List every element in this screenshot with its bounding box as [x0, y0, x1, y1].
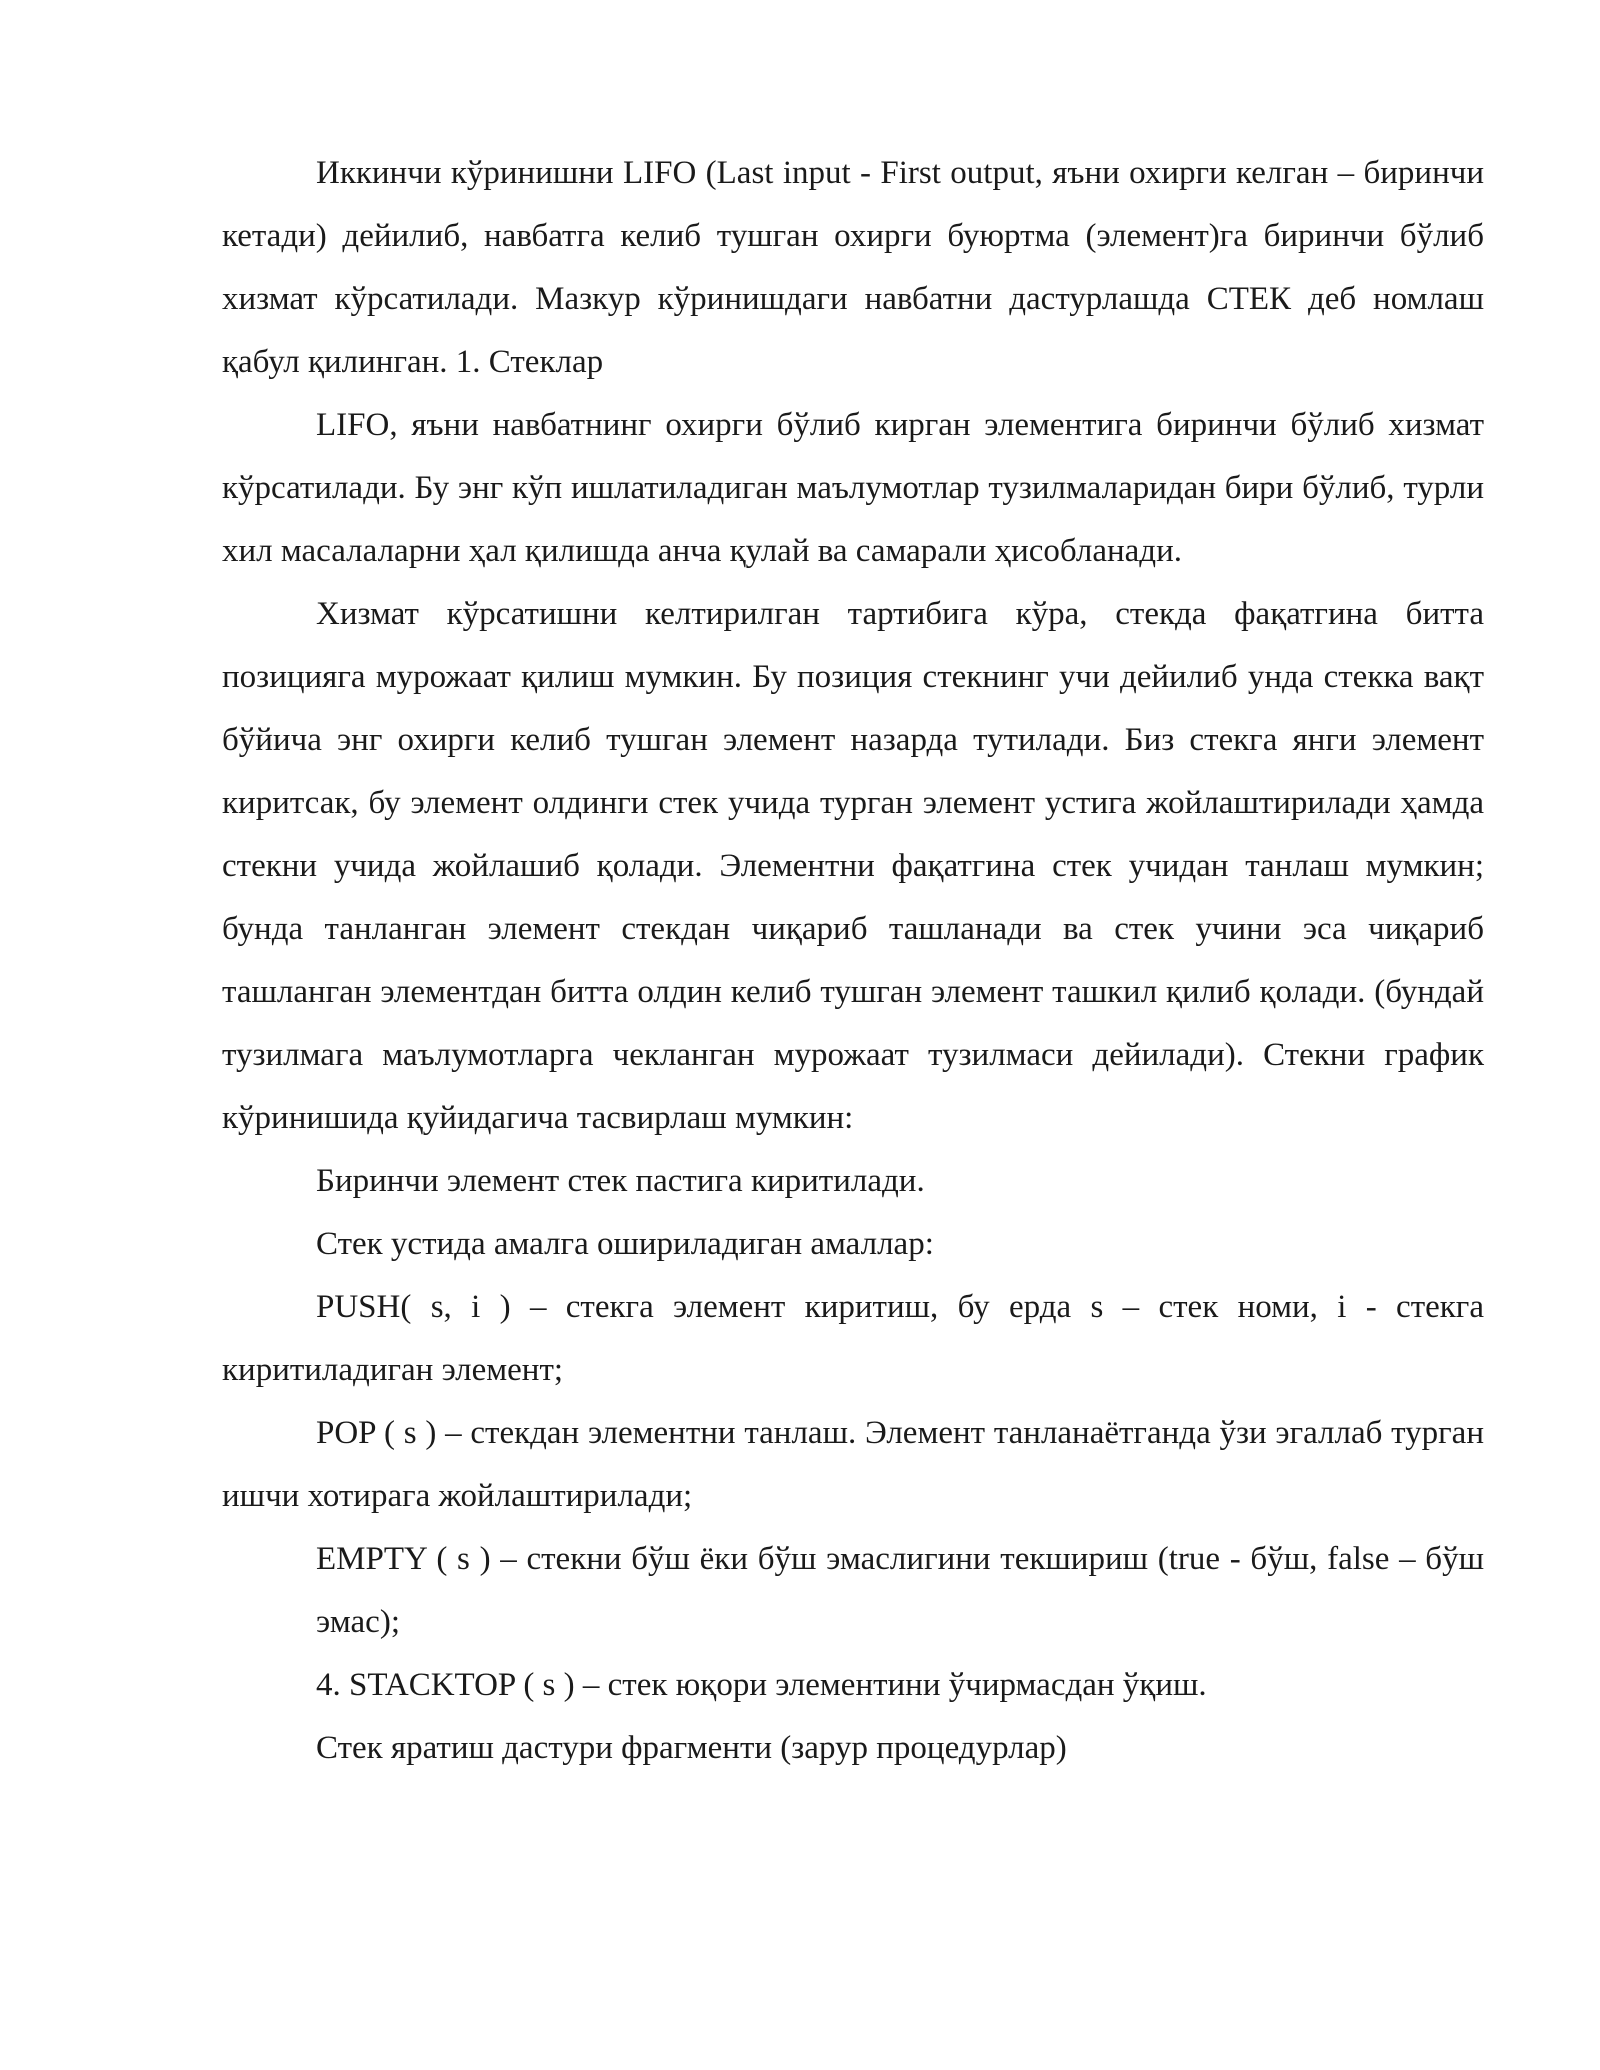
paragraph-lifo-definition: LIFO, яъни навбатнинг охирги бўлиб кирган элементига биринчи бўлиб хизмат кўрсатилади. Бу энг кўп ишлатиладиган маълумотлар тузилмаларидан бири бўлиб, турли хил масалаларни ҳал қилишда анча қулай ва самарали ҳисобланади. [222, 407, 1484, 569]
paragraph-program-fragment: Стек яратиш дастури фрагменти (зарур процедурлар) [316, 1730, 1067, 1766]
paragraph-stacktop: 4. STACKTOP ( s ) – стек юқори элементини ўчирмасдан ўқиш. [316, 1667, 1207, 1703]
paragraph-empty: EMPTY ( s ) – стекни бўш ёки бўш эмаслигини текшириш (true - бўш, false – бўш эмас); [316, 1541, 1484, 1640]
paragraph-push: PUSH( s, i ) – стекга элемент киритиш, бу ерда s – стек номи, i - стекга киритиладиган элемент; [222, 1289, 1484, 1388]
paragraph-lifo-intro: Иккинчи кўринишни LIFO (Last input - First output, яъни охирги келган – биринчи кетади) дейилиб, навбатга келиб тушган охирги буюртма (элемент)га биринчи бўлиб хизмат кўрсатилади. Мазкур кўринишдаги навбатни дастурлашда СТЕК деб номлаш қабул қилинган. 1. Стеклар [222, 155, 1484, 380]
paragraph-stack-access: Хизмат кўрсатишни келтирилган тартибига кўра, стекда фақатгина битта позицияга мурожаат қилиш мумкин. Бу позиция стекнинг учи дейилиб унда стекка вақт бўйича энг охирги келиб тушган элемент назарда тутилади. Биз стекга янги элемент киритсак, бу элемент олдинги стек учида турган элемент устига жойлаштирилади ҳамда стекни учида жойлашиб қолади. Элементни фақатгина стек учидан танлаш мумкин; бунда танланган элемент стекдан чиқариб ташланади ва стек учини эса чиқариб ташланган элементдан битта олдин келиб тушган элемент ташкил қилиб қолади. (бундай тузилмага маълумотларга чекланган мурожаат тузилмаси дейилади). Стекни график кўринишида қуйидагича тасвирлаш мумкин: [222, 596, 1484, 1136]
paragraph-first-element: Биринчи элемент стек пастига киритилади. [316, 1163, 925, 1199]
paragraph-pop: POP ( s ) – стекдан элементни танлаш. Элемент танланаётганда ўзи эгаллаб турган ишчи хотирага жойлаштирилади; [222, 1415, 1484, 1514]
document-page [222, 142, 1484, 1780]
paragraph-operations-heading: Стек устида амалга ошириладиган амаллар: [316, 1226, 934, 1262]
